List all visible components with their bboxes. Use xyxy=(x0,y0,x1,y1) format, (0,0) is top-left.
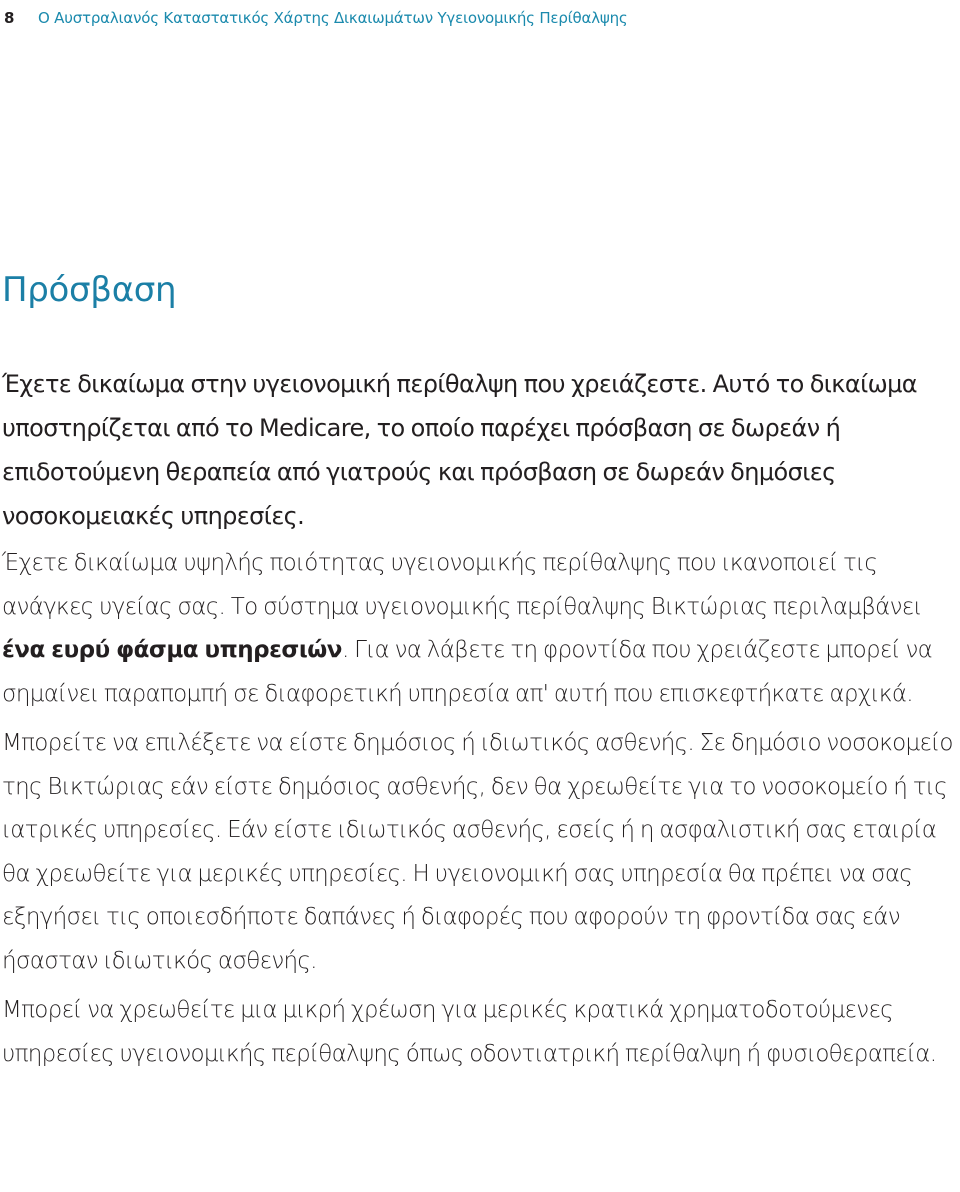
document-body xyxy=(2,362,958,1082)
small-fee-paragraph: Μπορεί να χρεωθείτε μια μικρή χρέωση για μερικές κρατικά χρηματοδοτούμενες υπηρεσίες υγειονομικής περίθαλψης όπως οδοντιατρική περίθαλψη ή φυσιοθεραπεία. xyxy=(2,997,937,1067)
page-number: 8 xyxy=(4,9,15,27)
quality-care-text-end: . Για να λάβετε τη φροντίδα που χρειάζεστε μπορεί να σημαίνει παραπομπή σε διαφορετική υπηρεσία απ' αυτή που επισκεφτήκατε αρχικά. xyxy=(2,637,933,707)
running-title: Ο Αυστραλιανός Καταστατικός Χάρτης Δικαιωμάτων Υγειονομικής Περίθαλψης xyxy=(38,9,628,27)
public-private-paragraph: Μπορείτε να επιλέξετε να είστε δημόσιος ή ιδιωτικός ασθενής. Σε δημόσιο νοσοκομείο της Βικτώριας εάν είστε δημόσιος ασθενής, δεν θα χρεωθείτε για το νοσοκομείο ή τις ιατρικές υπηρεσίες. Εάν είστε ιδιωτικός ασθενής, εσείς ή η ασφαλιστική σας εταιρία θα χρεωθείτε για μερικές υπηρεσίες. Η υγειονομική σας υπηρεσία θα πρέπει να σας εξηγήσει τις οποιεσδήποτε δαπάνες ή διαφορές που αφορούν τη φροντίδα σας εάν ήσασταν ιδιωτικός ασθενής. xyxy=(2,730,953,974)
services-range-emphasis: ένα ευρύ φάσμα υπηρεσιών xyxy=(2,637,342,663)
quality-care-paragraph xyxy=(2,542,958,716)
section-heading: Πρόσβαση xyxy=(2,270,177,310)
running-header xyxy=(4,6,950,30)
quality-care-text-start: Έχετε δικαίωμα υψηλής ποιότητας υγειονομικής περίθαλψης που ικανοποιεί τις ανάγκες υγείας σας. Το σύστημα υγειονομικής περίθαλψης Βικτώριας περιλαμβάνει xyxy=(2,550,922,620)
lead-paragraph: Έχετε δικαίωμα στην υγειονομική περίθαλψη που χρειάζεστε. Αυτό το δικαίωμα υποστηρίζεται από το Medicare, το οποίο παρέχει πρόσβαση σε δωρεάν ή επιδοτούμενη θεραπεία από γιατρούς και πρόσβαση σε δωρεάν δημόσιες νοσοκομειακές υπηρεσίες. xyxy=(2,370,917,530)
